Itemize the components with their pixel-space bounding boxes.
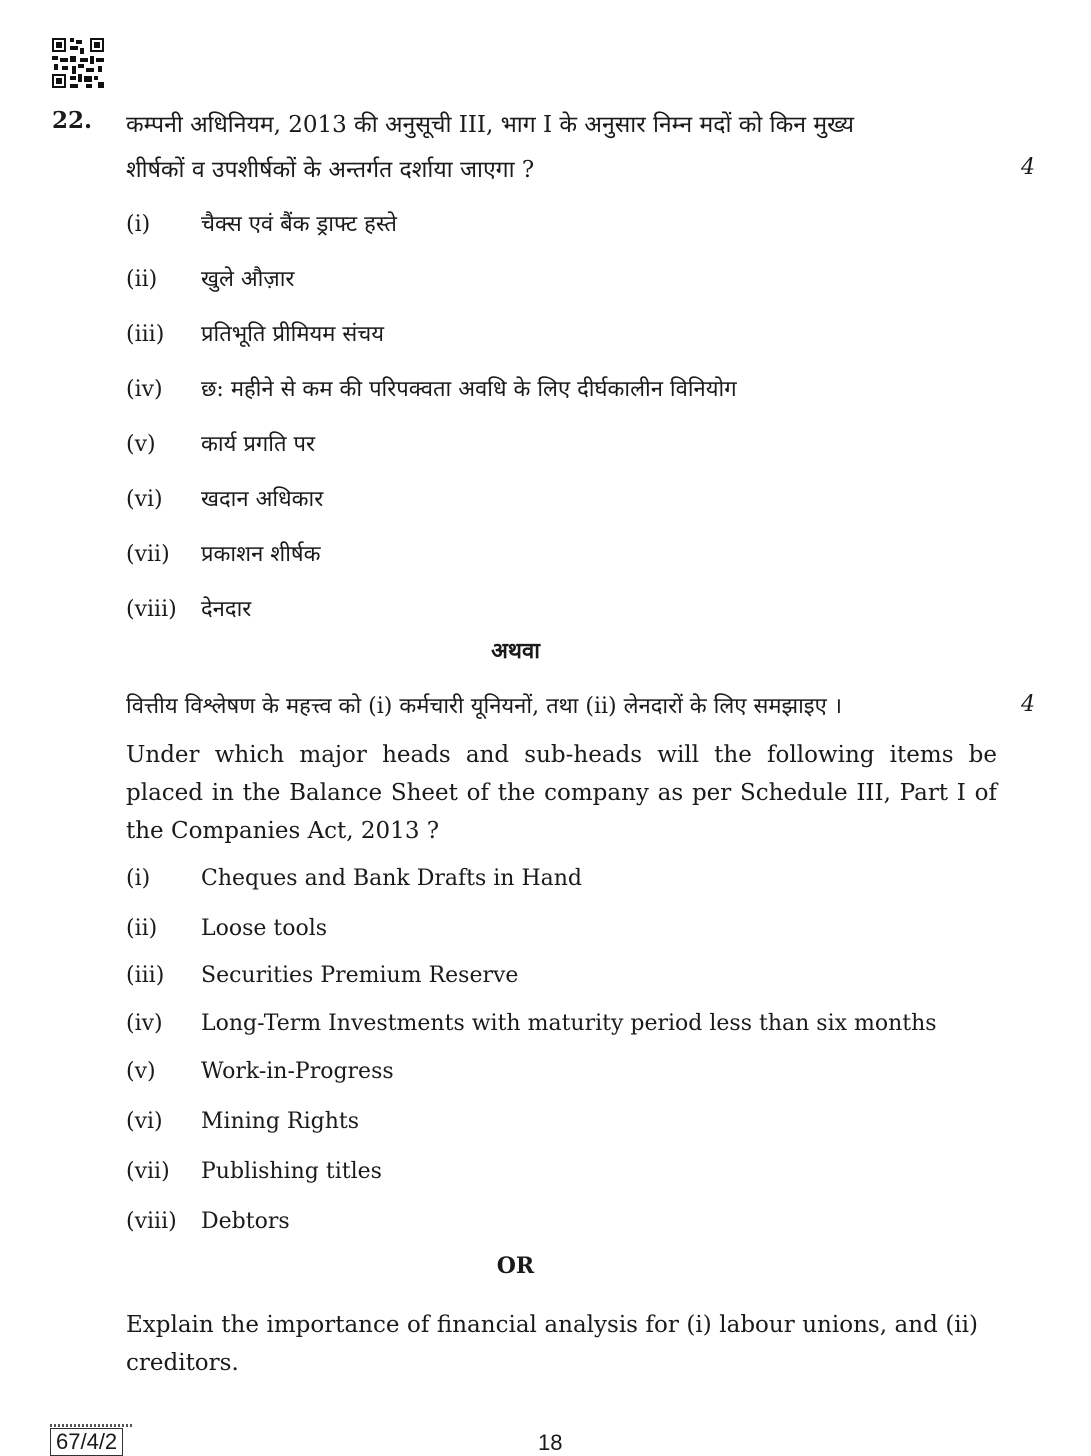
- item-text: Long-Term Investments with maturity period less than six months: [201, 1011, 937, 1036]
- item-number: (i): [126, 866, 151, 891]
- item-number: (ii): [126, 267, 158, 292]
- question-number: 22.: [52, 107, 93, 134]
- hindi-item: [126, 593, 251, 623]
- english-item: [126, 1209, 290, 1234]
- hindi-question-line-1: कम्पनी अधिनियम, 2013 की अनुसूची III, भाग I के अनुसार निम्न मदों को किन मुख्य: [126, 112, 854, 138]
- item-number: (iii): [126, 322, 165, 347]
- item-number: (i): [126, 212, 151, 237]
- item-number: (viii): [126, 1209, 177, 1234]
- item-number: (vi): [126, 1109, 163, 1134]
- item-text: चैक्स एवं बैंक ड्राफ्ट हस्ते: [201, 212, 397, 237]
- item-text: प्रतिभूति प्रीमियम संचय: [201, 322, 385, 347]
- hindi-item: [126, 373, 737, 403]
- hindi-alternative-question: वित्तीय विश्लेषण के महत्त्व को (i) कर्मचारी यूनियनों, तथा (ii) लेनदारों के लिए समझाइए ।: [126, 694, 843, 719]
- question-marks: 4: [1021, 155, 1035, 180]
- qr-code-icon: [52, 38, 104, 88]
- hindi-item: [126, 208, 397, 238]
- hindi-or-label: अथवा: [491, 638, 540, 664]
- english-item: [126, 1011, 937, 1036]
- english-question: Under which major heads and sub-heads will the following items be placed in the Balance Sheet of the company as per Schedule III, Part I of the Companies Act, 2013 ?: [126, 742, 997, 844]
- item-number: (vii): [126, 542, 170, 567]
- hindi-item: [126, 428, 315, 458]
- item-number: (viii): [126, 597, 177, 622]
- item-number: (iv): [126, 377, 163, 402]
- english-item: [126, 1059, 394, 1084]
- english-item: [126, 1109, 359, 1134]
- hindi-question-line-2: शीर्षकों व उपशीर्षकों के अन्तर्गत दर्शाया जाएगा ?: [126, 157, 535, 183]
- english-item: [126, 963, 518, 988]
- hindi-item: [126, 263, 294, 293]
- item-text: खुले औज़ार: [201, 267, 295, 292]
- item-number: (v): [126, 432, 156, 457]
- item-text: Securities Premium Reserve: [201, 963, 519, 988]
- alternative-marks: 4: [1021, 692, 1035, 717]
- item-text: Loose tools: [201, 916, 328, 941]
- item-text: Publishing titles: [201, 1159, 382, 1184]
- item-number: (v): [126, 1059, 156, 1084]
- hindi-item: [126, 538, 321, 568]
- item-text: खदान अधिकार: [201, 487, 324, 512]
- english-item: [126, 916, 327, 941]
- item-text: Cheques and Bank Drafts in Hand: [201, 866, 583, 891]
- item-text: Debtors: [201, 1209, 290, 1234]
- item-text: Work-in-Progress: [201, 1059, 394, 1084]
- english-alternative-question: Explain the importance of financial analysis for (i) labour unions, and (ii) creditors.: [126, 1312, 978, 1376]
- code-decoration: [50, 1424, 134, 1427]
- item-text: कार्य प्रगति पर: [201, 432, 315, 457]
- item-number: (vi): [126, 487, 163, 512]
- english-item: [126, 1159, 382, 1184]
- english-item: [126, 866, 582, 891]
- item-text: देनदार: [201, 597, 252, 622]
- item-number: (ii): [126, 916, 158, 941]
- paper-code: 67/4/2: [50, 1428, 123, 1456]
- item-number: (iii): [126, 963, 165, 988]
- item-text: छ: महीने से कम की परिपक्वता अवधि के लिए दीर्घकालीन विनियोग: [201, 377, 737, 402]
- page-number: 18: [538, 1430, 563, 1455]
- item-text: Mining Rights: [201, 1109, 359, 1134]
- hindi-item: [126, 318, 384, 348]
- item-text: प्रकाशन शीर्षक: [201, 542, 321, 567]
- item-number: (iv): [126, 1011, 163, 1036]
- hindi-item: [126, 483, 323, 513]
- english-or-label: OR: [496, 1253, 535, 1279]
- item-number: (vii): [126, 1159, 170, 1184]
